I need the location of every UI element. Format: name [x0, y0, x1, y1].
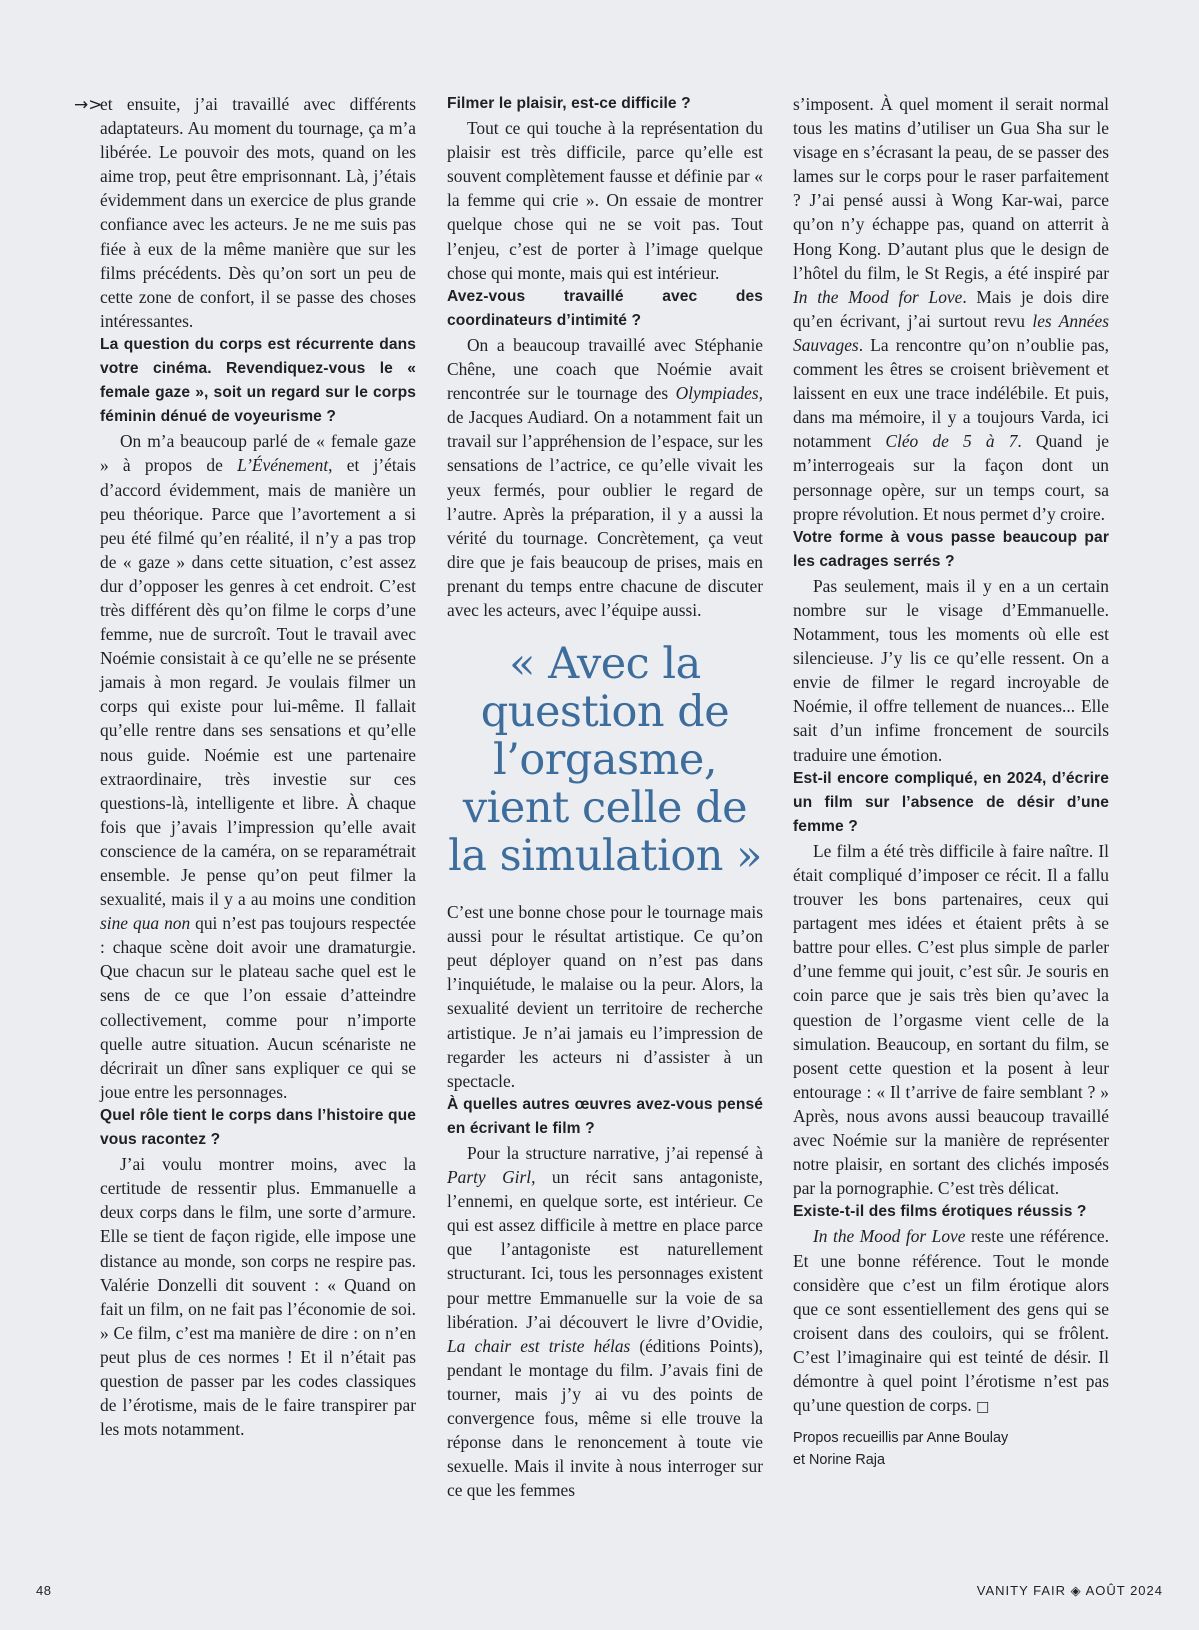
paragraph: s’imposent. À quel moment il serait normal tous les matins d’utiliser un Gua Sha sur le visage en s’écrasant la peau, de se passer des lames sur le corps pour le raser parfaitement ? J’ai pensé aussi à Wong Kar-wai, parce qu’on n’y échappe pas, quand on atterrit à Hong Kong. D’autant plus que le design de l’hôtel du film, le St Regis, a été inspiré par In the Mood for Love. Mais je dois dire qu’en écrivant, j’ai surtout revu les Années Sauvages. La rencontre qu’on n’oublie pas, comment les êtres se croisent brièvement et laissent en eux une trace indélébile. Et puis, dans ma mémoire, il y a toujours Varda, ici notamment Cléo de 5 à 7. Quand je m’interrogeais sur la façon dont un personnage opère, sur un temps court, sa propre révolution. Et nous permet d’y croire. — [793, 94, 1109, 524]
continuation-arrow-icon: →> — [74, 95, 103, 115]
paragraph: C’est une bonne chose pour le tournage mais aussi pour le résultat artistique. Ce qu’on peut déployer quand on n’est pas dans l’inquiétude, le malaise ou la peur. Alors, la sexualité devient un territoire de recherche artistique. Je n’ai jamais eu l’impression de regarder les acteurs ni d’assister à un spectacle. — [447, 902, 763, 1091]
paragraph: On a beaucoup travaillé avec Stéphanie Chêne, une coach que Noémie avait rencontrée sur le tournage des Olympiades, de Jacques Audiard. On a notamment fait un travail sur l’appréhension de l’espace, sur les sensations de l’actrice, ce qu’elle vivait les yeux fermés, pour oublier le regard de l’autre. Après la préparation, il y a aussi la vérité du tournage. Concrètement, ça veut dire que je fais beaucoup de prises, mais en prenant du temps entre chacune de discuter avec les acteurs, avec l’équipe aussi. — [447, 334, 763, 620]
issue-date: AOÛT 2024 — [1085, 1583, 1163, 1598]
interview-question: Avez-vous travaillé avec des coordinateurs d’intimité ? — [447, 287, 763, 329]
paragraph: et ensuite, j’ai travaillé avec différents adaptateurs. Au moment du tournage, ça m’a libérée. Le pouvoir des mots, quand on les aime trop, peut être emprisonnant. Là, j’étais évidemment dans un exercice de plus grande confiance avec les acteurs. Je ne me suis pas fiée à eux de la même manière que sur les films précédents. Dès qu’on sort un peu de cette zone de confort, il se passe des choses intéressantes. — [100, 94, 416, 331]
pull-quote: « Avec la question de l’orgasme, vient celle de la simulation » — [448, 639, 762, 882]
interview-question: Quel rôle tient le corps dans l’histoire que vous racontez ? — [100, 1106, 416, 1149]
paragraph: In the Mood for Love reste une référence. Et une bonne référence. Tout le monde considère que c’est un film érotique alors que ce sont essentiellement des gens qui se croisent dans des couloirs, qui se frôlent. C’est l’imaginaire qui est teinté de désir. Il démontre à quel point l’érotisme n’est pas qu’une question de corps. □ — [793, 1226, 1109, 1416]
article-column-3 — [793, 92, 1109, 1471]
byline-credit: Propos recueillis par Anne Boulay et Norine Raja — [793, 1430, 1009, 1469]
interview-question: Filmer le plaisir, est-ce difficile ? — [447, 95, 691, 112]
page-number: 48 — [36, 1583, 52, 1598]
paragraph: Tout ce qui touche à la représentation du plaisir est très difficile, parce qu’elle est souvent complètement fausse et définie par « la femme qui crie ». On essaie de montrer quelque chose qui ne se voit pas. Tout l’enjeu, c’est de porter à l’image quelque chose qui monte, mais qui est intérieur. — [447, 118, 763, 283]
interview-question: Est-il encore compliqué, en 2024, d’écrire un film sur l’absence de désir d’une femme ? — [793, 769, 1109, 835]
paragraph: J’ai voulu montrer moins, avec la certitude de ressentir plus. Emmanuelle a deux corps dans le film, une sorte d’armure. Elle se tient de façon rigide, elle impose une distance au monde, son corps ne respire pas. Valérie Donzelli dit souvent : « Quand on fait un film, on ne fait pas l’économie de soi. » Ce film, c’est ma manière de dire : on n’en peut plus de ces normes ! Et il n’était pas question de passer par les codes classiques de l’érotisme, mais de le faire transpirer par les mots notamment. — [100, 1154, 416, 1440]
paragraph: On m’a beaucoup parlé de « female gaze » à propos de L’Événement, et j’étais d’accord évidemment, mais de manière un peu théorique. Parce que l’avortement a si peu été filmé qu’en réalité, il n’y a pas trop de « gaze » dans cette situation, c’est assez dur d’opposer les genres à cet endroit. C’est très différent dès qu’on filme le corps d’une femme, nue de surcroît. Tout le travail avec Noémie consistait à ce qu’elle ne se présente jamais à mon regard. Je voulais filmer un corps qui existe pour lui-même. Il fallait qu’elle rentre dans ses sensations et qu’elle nous guide. Noémie est une partenaire extraordinaire, très investie sur ces questions-là, intelligente et libre. À chaque fois que j’avais l’impression qu’elle avait conscience de la caméra, on se reparamétrait ensemble. Je pense qu’on peut filmer la sexualité, mais il y a au moins une condition sine qua non qui n’est pas toujours respectée : chaque scène doit avoir une dramaturgie. Que chacun sur le plateau sache quel est le sens de ce que l’on essaie d’atteindre collectivement, comme pour n’importe quelle autre situation. Aucun scénariste ne décrirait un dîner sans expliquer ce qui se joue entre les personnages. — [100, 431, 417, 1102]
interview-question: Existe-t-il des films érotiques réussis ? — [793, 1203, 1087, 1221]
paragraph: Le film a été très difficile à faire naître. Il était compliqué d’imposer ce récit. Il a fallu trouver les bons partenaires, ceux qui partagent mes idées et étaient prêts à se battre pour elles. C’est plus simple de parler d’une femme qui jouit, c’est sûr. Je souris en coin parce que je sais très bien qu’avec la question de l’orgasme vient celle de la simulation. Beaucoup, en sortant du film, se posent cette question et la posent à leur entourage : « Il t’arrive de faire semblant ? » Après, nous avons aussi beaucoup travaillé avec Noémie sur la manière de représenter notre plaisir, en sortant des clichés imposés par la pornographie. C’est très délicat. — [793, 840, 1109, 1199]
interview-question: La question du corps est récurrente dans votre cinéma. Revendiquez-vous le « female gaze », soit un regard sur le corps féminin dénué de voyeurisme ? — [100, 335, 416, 426]
magazine-footer — [977, 1583, 1163, 1599]
magazine-name: VANITY FAIR — [976, 1583, 1067, 1598]
interview-question: À quelles autres œuvres avez-vous pensé en écrivant le film ? — [447, 1095, 763, 1137]
interview-question: Votre forme à vous passe beaucoup par les cadrages serrés ? — [793, 528, 1109, 570]
article-column-1 — [100, 92, 416, 1441]
paragraph: Pour la structure narrative, j’ai repensé à Party Girl, un récit sans antagoniste, l’ennemi, en quelque sorte, est intérieur. Ce qui est assez difficile à mettre en place parce que l’antagoniste est naturellement structurant. Ici, tous les personnages existent pour mettre Emmanuelle sur la voie de sa libération. J’ai découvert le livre d’Ovidie, La chair est triste hélas (éditions Points), pendant le montage du film. J’avais fini de tourner, mais j’y ai vu des points de convergence fous, même si elle trouve la réponse dans le renoncement à toute vie sexuelle. Mais il invite à nous interroger sur ce que les femmes — [447, 1143, 764, 1501]
diamond-separator-icon: ◈ — [1070, 1583, 1082, 1598]
paragraph: Pas seulement, mais il y en a un certain nombre sur le visage d’Emmanuelle. Notamment, tous les moments où elle est silencieuse. J’y lis ce qu’elle ressent. On a envie de filmer le regard incroyable de Noémie, il offre tellement de nuances... Elle sait d’un infime froncement de sourcils traduire une émotion. — [793, 575, 1109, 765]
end-of-article-icon: □ — [976, 1399, 990, 1416]
article-column-2 — [447, 92, 763, 1502]
